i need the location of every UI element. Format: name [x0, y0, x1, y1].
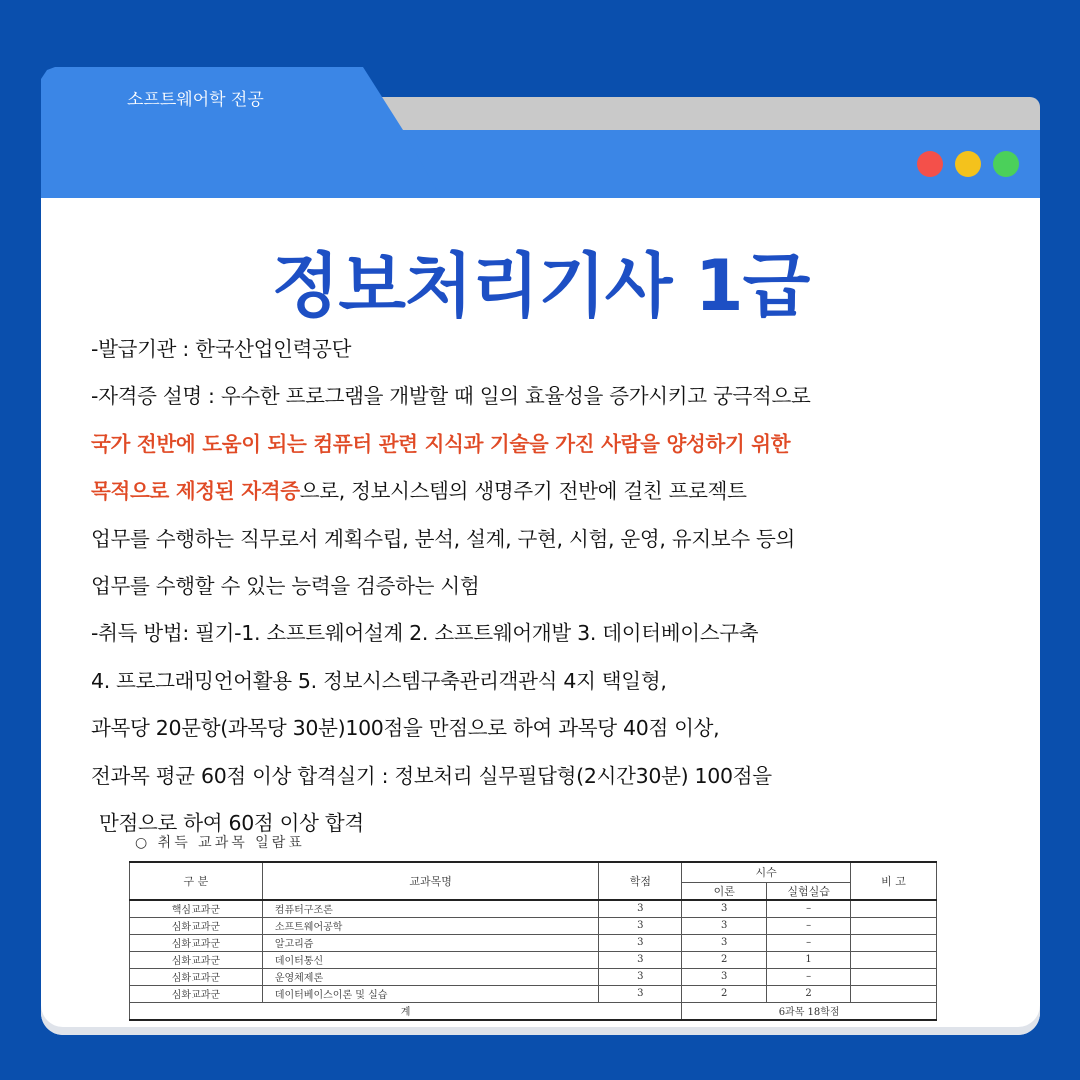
- row-subject: 운영체제론: [262, 968, 599, 985]
- row-subject: 데이터베이스이론 및 실습: [262, 985, 599, 1002]
- row-credits: 3: [599, 917, 682, 934]
- total-value: 6과목 18학점: [682, 1002, 937, 1020]
- row-note: [851, 917, 937, 934]
- row-category: 심화교과군: [130, 985, 263, 1002]
- row-theory: 3: [682, 917, 767, 934]
- table-caption: ○ 취득 교과목 일람표: [135, 835, 305, 851]
- header-note: 비 고: [851, 862, 937, 900]
- subjects-table: [129, 861, 937, 1021]
- acquisition-line: 과목당 20문항(과목당 30분)100점을 만점으로 하여 과목당 40점 이상,: [91, 716, 720, 741]
- row-subject: 컴퓨터구조론: [262, 900, 599, 918]
- description-text: [91, 326, 1011, 847]
- acquisition-line: 전과목 평균 60점 이상 합격실기 : 정보처리 실무필답형(2시간30분) 100점을: [91, 763, 772, 788]
- row-subject: 알고리즘: [262, 934, 599, 951]
- header-practice: 실험실습: [767, 882, 851, 900]
- row-practice: –: [767, 968, 851, 985]
- header-subject: 교과목명: [262, 862, 599, 900]
- row-credits: 3: [599, 900, 682, 918]
- row-category: 심화교과군: [130, 917, 263, 934]
- header-hours: 시수: [682, 862, 851, 882]
- table-row: [130, 917, 937, 934]
- row-category: 심화교과군: [130, 968, 263, 985]
- row-note: [851, 951, 937, 968]
- row-credits: 3: [599, 985, 682, 1002]
- description-line: [91, 468, 1011, 515]
- description-line: 업무를 수행할 수 있는 능력을 검증하는 시험: [91, 574, 480, 599]
- row-category: 핵심교과군: [130, 900, 263, 918]
- tab-label: 소프트웨어학 전공: [127, 90, 264, 110]
- row-theory: 3: [682, 900, 767, 918]
- maximize-dot-icon[interactable]: [993, 151, 1019, 177]
- row-category: 심화교과군: [130, 951, 263, 968]
- row-practice: –: [767, 917, 851, 934]
- row-practice: –: [767, 900, 851, 918]
- table-row: [130, 951, 937, 968]
- row-category: 심화교과군: [130, 934, 263, 951]
- row-practice: 2: [767, 985, 851, 1002]
- table-row: [130, 985, 937, 1002]
- row-theory: 2: [682, 951, 767, 968]
- row-credits: 3: [599, 968, 682, 985]
- row-theory: 3: [682, 934, 767, 951]
- description-line: -자격증 설명 : 우수한 프로그램을 개발할 때 일의 효율성을 증가시키고 궁극적으로: [91, 384, 811, 409]
- table-row: [130, 934, 937, 951]
- row-note: [851, 968, 937, 985]
- header-theory: 이론: [682, 882, 767, 900]
- row-subject: 데이터통신: [262, 951, 599, 968]
- total-label: 계: [130, 1002, 682, 1020]
- minimize-dot-icon[interactable]: [955, 151, 981, 177]
- content-panel: [41, 198, 1040, 1035]
- table-row: [130, 968, 937, 985]
- row-note: [851, 900, 937, 918]
- row-practice: –: [767, 934, 851, 951]
- header-category: 구 분: [130, 862, 263, 900]
- highlight-line: 국가 전반에 도움이 되는 컴퓨터 관련 지식과 기술을 가진 사람을 양성하기 위한: [91, 431, 791, 456]
- highlight-text: 목적으로 제정된 자격증: [91, 479, 300, 504]
- row-theory: 3: [682, 968, 767, 985]
- table-row: [130, 900, 937, 918]
- row-subject: 소프트웨어공학: [262, 917, 599, 934]
- issuer-line: -발급기관 : 한국산업인력공단: [91, 337, 352, 361]
- acquisition-line: 4. 프로그래밍언어활용 5. 정보시스템구축관리객관식 4지 택일형,: [91, 668, 667, 693]
- row-credits: 3: [599, 951, 682, 968]
- row-practice: 1: [767, 951, 851, 968]
- row-theory: 2: [682, 985, 767, 1002]
- acquisition-line: -취득 방법: 필기-1. 소프트웨어설계 2. 소프트웨어개발 3. 데이터베이스구축: [91, 621, 759, 646]
- row-credits: 3: [599, 934, 682, 951]
- header-credits: 학점: [599, 862, 682, 900]
- acquisition-line: 만점으로 하여 60점 이상 합격: [99, 811, 364, 836]
- row-note: [851, 934, 937, 951]
- row-note: [851, 985, 937, 1002]
- description-line: 업무를 수행하는 직무로서 계획수립, 분석, 설계, 구현, 시험, 운영, 유지보수 등의: [91, 526, 796, 551]
- browser-window: [41, 67, 1040, 1035]
- close-dot-icon[interactable]: [917, 151, 943, 177]
- description-text-rest: 으로, 정보시스템의 생명주기 전반에 걸친 프로젝트: [299, 479, 747, 504]
- page-title: 정보처리기사 1급: [271, 245, 810, 327]
